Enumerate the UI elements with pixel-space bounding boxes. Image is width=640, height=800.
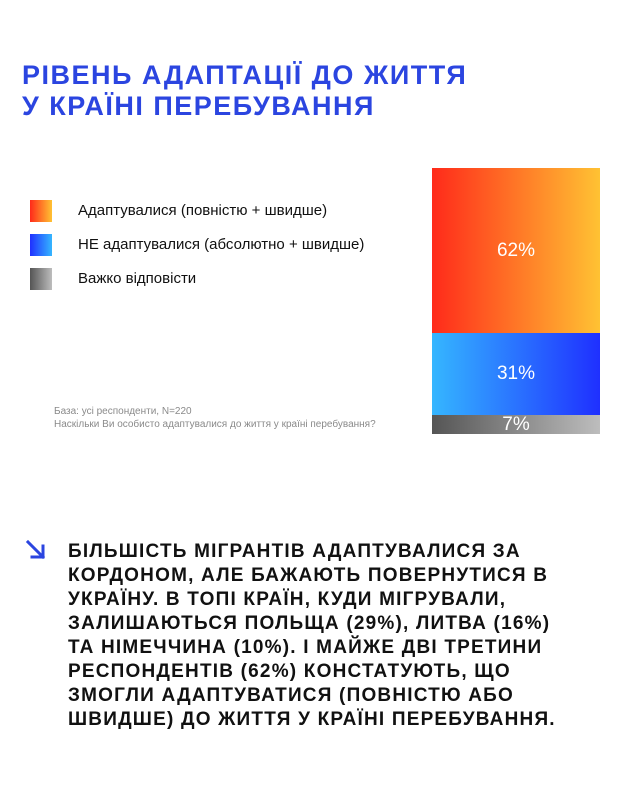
stacked-bar-chart (432, 168, 600, 434)
footnote-question: Наскільки Ви особисто адаптувалися до життя у країні перебування? (54, 419, 376, 430)
legend-item-not-adapted (30, 234, 430, 256)
summary-line: ТА НІМЕЧЧИНА (10%). І МАЙЖЕ ДВІ ТРЕТИНИ (68, 637, 543, 658)
legend-label-adapted: Адаптувалися (повністю + швидше) (78, 202, 328, 219)
legend-label-hard-to-say: Важко відповісти (78, 270, 197, 287)
summary-line: БІЛЬШІСТЬ МІГРАНТІВ АДАПТУВАЛИСЯ ЗА (68, 541, 521, 562)
bar-data-label: 62% (496, 239, 536, 261)
bar-data-label: 31% (496, 363, 536, 384)
bar-data-label: 7% (502, 413, 530, 435)
legend-item-hard-to-say (30, 268, 430, 290)
summary-line: УКРАЇНУ. В ТОПІ КРАЇН, КУДИ МІГРУВАЛИ, (68, 589, 507, 610)
summary-line: ЗАЛИШАЮТЬСЯ ПОЛЬЩА (29%), ЛИТВА (16%) (68, 613, 551, 634)
footnote-base: База: усі респонденти, N=220 (54, 406, 192, 417)
legend-swatch-not-adapted (30, 234, 52, 256)
summary-line: ЗМОГЛИ АДАПТУВАТИСЯ (ПОВНІСТЮ АБО (68, 685, 515, 706)
legend-label-not-adapted: НЕ адаптувалися (абсолютно + швидше) (78, 236, 365, 253)
summary-text (68, 540, 628, 732)
legend-item-adapted (30, 200, 430, 222)
legend-swatch-hard-to-say (30, 268, 52, 290)
chart-footnote (54, 405, 376, 431)
arrow-down-right-icon (24, 538, 48, 562)
page-title (22, 60, 582, 122)
summary-line: КОРДОНОМ, АЛЕ БАЖАЮТЬ ПОВЕРНУТИСЯ В (68, 565, 549, 586)
legend-swatch-adapted (30, 200, 52, 222)
summary-line: РЕСПОНДЕНТІВ (62%) КОНСТАТУЮТЬ, ЩО (68, 661, 511, 682)
summary-line: ШВИДШЕ) ДО ЖИТТЯ У КРАЇНІ ПЕРЕБУВАННЯ. (68, 709, 556, 730)
title-line-2: У КРАЇНІ ПЕРЕБУВАННЯ (22, 91, 375, 121)
title-line-1: РІВЕНЬ АДАПТАЦІЇ ДО ЖИТТЯ (22, 60, 468, 90)
